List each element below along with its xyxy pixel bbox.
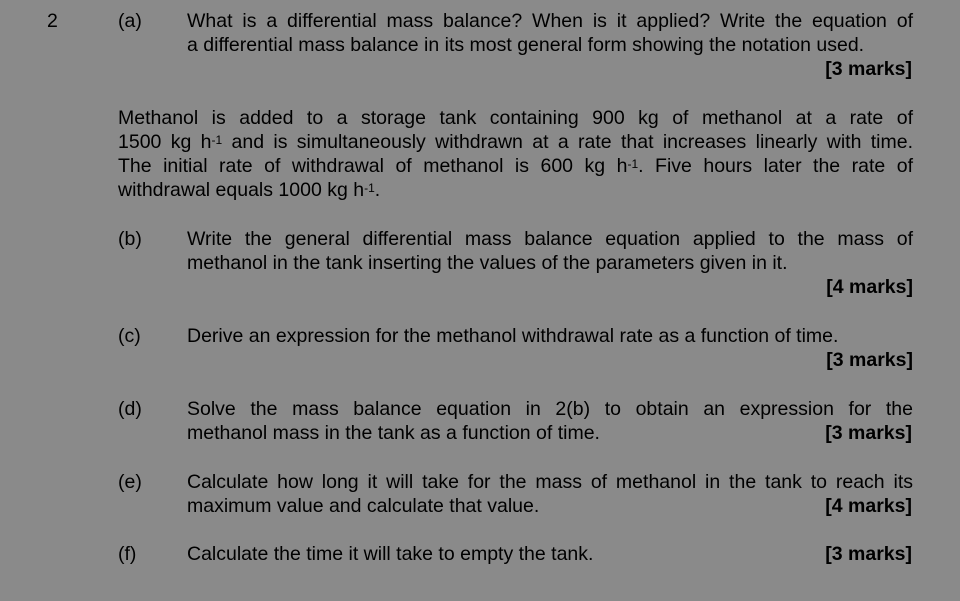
part-e-line-1: Calculate how long it will take for the mass of methanol in the tank to reach its	[187, 471, 913, 493]
part-d-marks: [3 marks]	[825, 422, 912, 444]
intro-line-2: 1500 kg $h^{-1}$ and is simultaneously withdrawn at a rate that increases linearly with time.	[118, 131, 914, 153]
part-d-label: (d)	[118, 398, 142, 420]
intro-line-1: Methanol is added to a storage tank containing 900 kg of methanol at a rate of	[118, 107, 913, 129]
part-a-line-1: What is a differential mass balance? When is it applied? Write the equation of	[187, 10, 913, 32]
part-f-marks: [3 marks]	[825, 543, 912, 565]
part-c-label: (c)	[118, 325, 141, 347]
part-c-marks: [3 marks]	[826, 349, 913, 371]
part-b-marks: [4 marks]	[826, 276, 913, 298]
part-f-label: (f)	[118, 543, 137, 565]
part-d-line-1: Solve the mass balance equation in 2(b) to obtain an expression for the	[187, 398, 913, 420]
part-a-line-2: a differential mass balance in its most general form showing the notation used.	[187, 34, 865, 56]
part-b-line-1: Write the general differential mass balance equation applied to the mass of	[187, 228, 913, 250]
part-b-label: (b)	[118, 228, 142, 250]
part-a-marks: [3 marks]	[825, 58, 912, 80]
part-a-label: (a)	[118, 10, 142, 32]
part-d-line-2: methanol mass in the tank as a function of time.	[187, 422, 600, 444]
part-b-line-2: methanol in the tank inserting the values of the parameters given in it.	[187, 252, 788, 274]
intro-line-4: withdrawal equals 1000 kg $h^{-1}$.	[118, 179, 381, 201]
part-e-line-2: maximum value and calculate that value.	[187, 495, 540, 517]
question-number: 2	[47, 10, 58, 32]
intro-line-3: The initial rate of withdrawal of methanol is 600 kg $h^{-1}$. Five hours later the rate of	[118, 155, 913, 177]
part-e-marks: [4 marks]	[825, 495, 912, 517]
part-f-line-1: Calculate the time it will take to empty the tank.	[187, 543, 594, 565]
part-e-label: (e)	[118, 471, 142, 493]
part-c-line-1: Derive an expression for the methanol withdrawal rate as a function of time.	[187, 325, 839, 347]
